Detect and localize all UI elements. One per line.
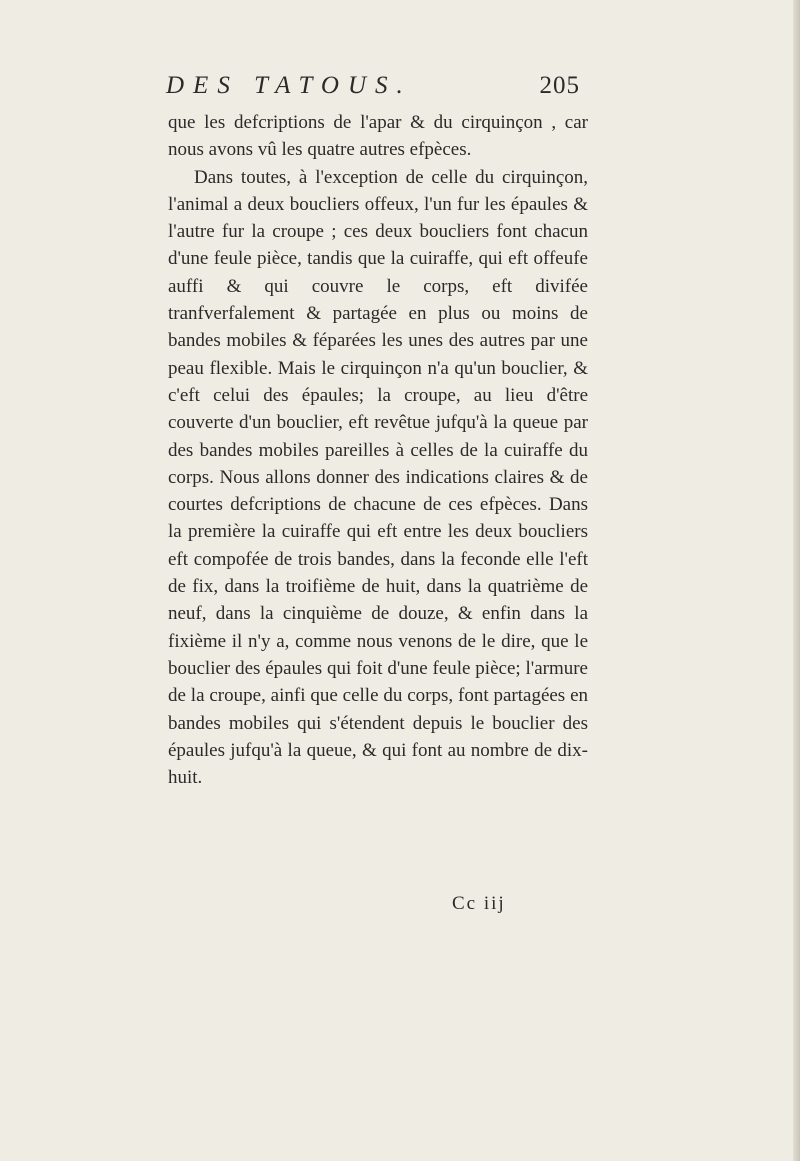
body-text (168, 109, 588, 791)
page-number: 205 (539, 72, 580, 99)
signature-mark: Cc iij (452, 893, 506, 914)
running-head (166, 72, 580, 106)
paragraph-continued: que les defcriptions de l'apar & du cirquinçon , car nous avons vû les quatre autres efpèces. (168, 112, 588, 161)
page-edge (793, 0, 800, 1161)
running-title: DES TATOUS. (166, 72, 412, 99)
paragraph-main: Dans toutes, à l'exception de celle du cirquinçon, l'animal a deux boucliers offeux, l'un fur les épaules & l'autre fur la croupe ; ces deux boucliers font chacun d'une feule pièce, tandis que la cuiraffe, qui eft offeufe auffi & qui couvre le corps, eft divifée tranfverfalement & partagée en plus ou moins de bandes mobiles & féparées les unes des autres par une peau flexible. Mais le cirquinçon n'a qu'un bouclier, & c'eft celui des épaules; la croupe, au lieu d'être couverte d'un bouclier, eft revêtue jufqu'à la queue par des bandes mobiles pareilles à celles de la cuiraffe du corps. Nous allons donner des indications claires & de courtes defcriptions de chacune de ces efpèces. Dans la première la cuiraffe qui eft entre les deux boucliers eft compofée de trois bandes, dans la feconde elle l'eft de fix, dans la troifième de huit, dans la quatrième de neuf, dans la cinquième de douze, & enfin dans la fixième il n'y a, comme nous venons de le dire, que le bouclier des épaules qui foit d'une feule pièce; l'armure de la croupe, ainfi que celle du corps, font partagées en bandes mobiles qui s'étendent depuis le bouclier des épaules jufqu'à la queue, & qui font au nombre de dix-huit. (168, 166, 588, 789)
